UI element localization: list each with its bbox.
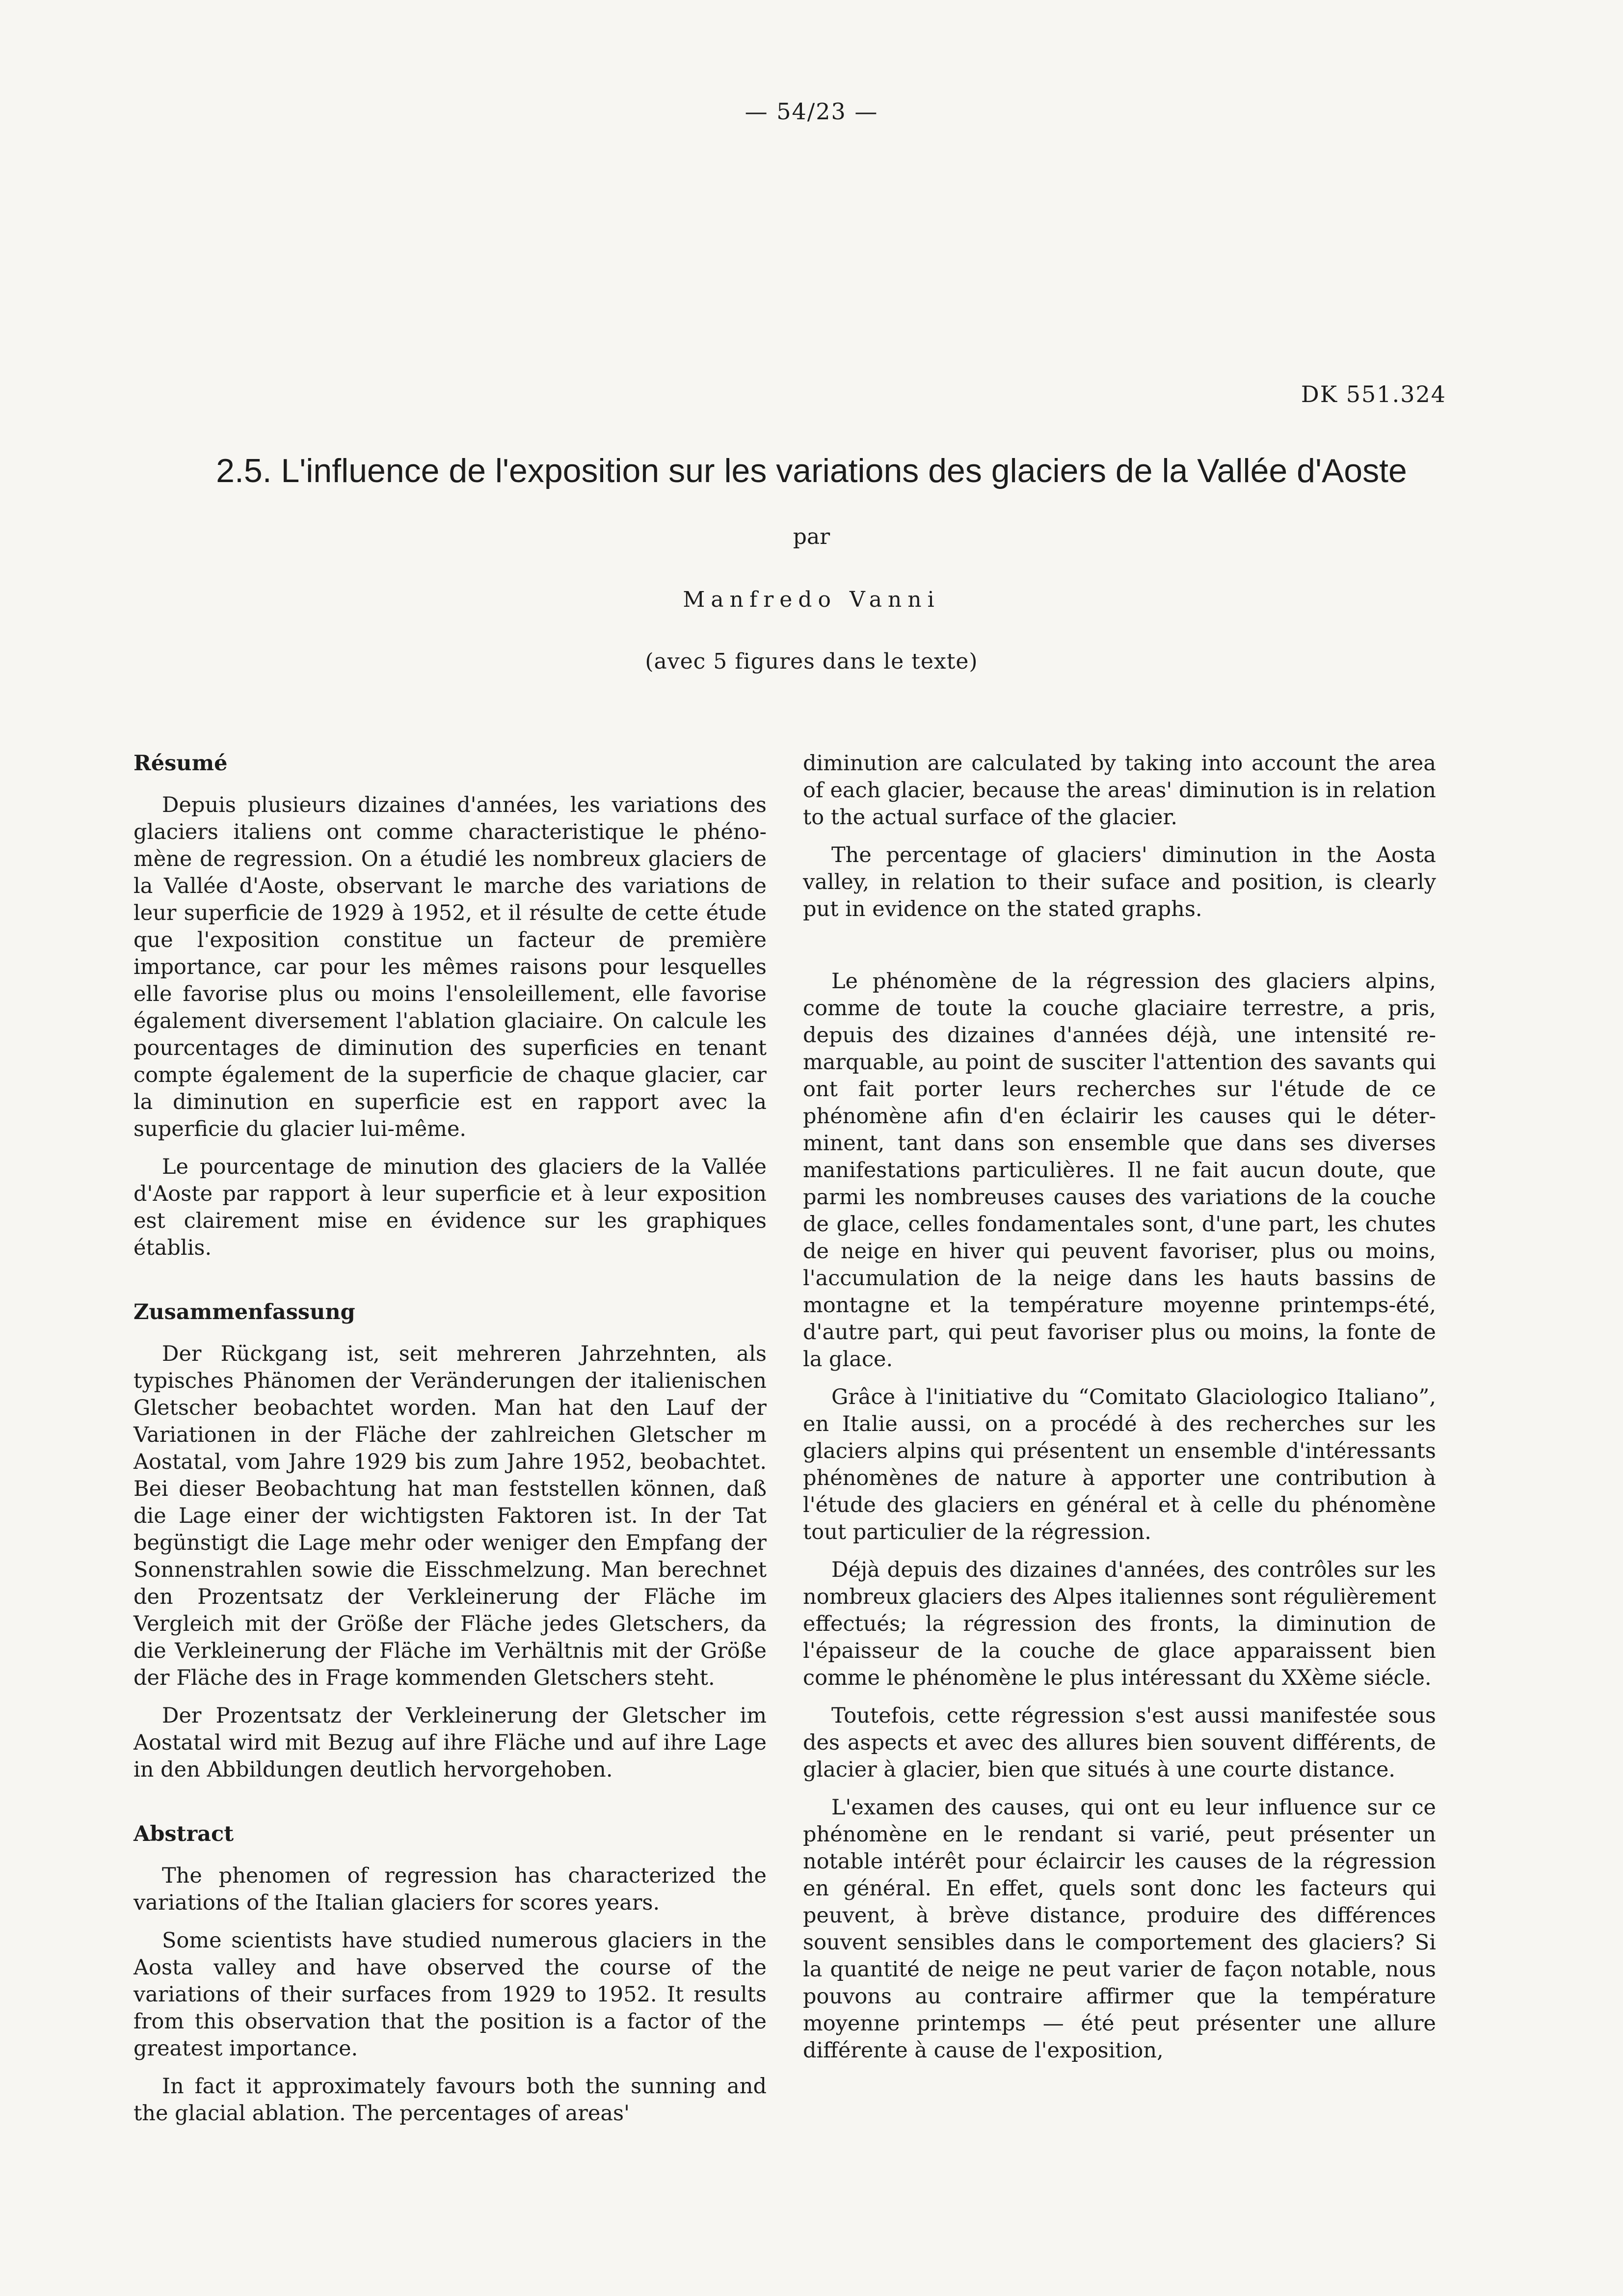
abstract-heading: Abstract — [133, 1822, 234, 1846]
left-column — [133, 750, 767, 2138]
resume-paragraph: Depuis plusieurs dizaines d'années, les variations des glaciers italiens ont comme characteristique le phénomène de regression. On a étudié les nombreux glaciers de la Vallée d'Aoste, observant le marche des variations de leur superficie de 1929 à 1952, et il résulte de cette étude que l'exposition constitue un facteur de première importance, car pour les mêmes raisons pour lesquelles elle favorise plus ou moins l'ensoleillement, elle favorise également diversement l'ablation glaciaire. On calcule les pourcentages de diminution des superficies en tenant compte également de la superficie de chaque glacier, car la diminution en superficie est en rapport avec la superficie du glacier lui-même. — [133, 793, 767, 1141]
zusammenfassung-heading: Zusammenfassung — [133, 1300, 355, 1324]
abstract-paragraph: The phenomen of regression has characterized the variations of the Italian glaciers for scores years. — [133, 1864, 767, 1915]
abstract-continuation: diminution are calculated by taking into account the area of each glacier, because the areas' diminution is in relation to the actual surface of the glacier. — [803, 751, 1436, 830]
resume-heading: Résumé — [133, 751, 228, 776]
abstract-paragraph: In fact it approximately favours both the sunning and the glacial ablation. The percentages of areas' — [133, 2074, 767, 2126]
right-column — [803, 750, 1436, 2075]
page-number: — 54/23 — — [745, 98, 878, 125]
article-title: 2.5. L'influence de l'exposition sur les variations des glaciers de la Vallée d'Aoste — [216, 452, 1407, 489]
resume-paragraph: Le pourcentage de minution des glaciers de la Vallée d'Aoste par rapport à leur superficie et à leur exposition est clairement mise en évidence sur les graphiques établis. — [133, 1155, 767, 1260]
body-paragraph: L'examen des causes, qui ont eu leur influence sur ce phénomène en le rendant si varié, peut présenter un notable intérêt pour éclaircir les causes de la régression en général. En effet, quels sont donc les facteurs qui peuvent, à brève distance, produire des différences souvent sensibles dans le comportement des glaciers? Si la quantité de neige ne peut varier de façon notable, nous pouvons au contraire affirmer que la température moyenne printemps — été peut présenter une allure différente à cause de l'exposition, — [803, 1795, 1436, 2063]
abstract-paragraph: Some scientists have studied numerous glaciers in the Aosta valley and have observed the course of the variations of their surfaces from 1929 to 1952. It results from this observation that the position is a factor of the greatest importance. — [133, 1928, 767, 2061]
body-paragraph: Toutefois, cette régression s'est aussi manifestée sous des aspects et avec des allures bien souvent différents, de glacier à glacier, bien que situés à une courte distance. — [803, 1703, 1436, 1782]
figures-note: (avec 5 figures dans le texte) — [645, 649, 978, 674]
abstract-paragraph: The percentage of glaciers' diminution in the Aosta valley, in relation to their suface and position, is clearly put in evidence on the stated graphs. — [803, 843, 1436, 921]
author-name: Manfredo Vanni — [683, 587, 940, 612]
zusammenfassung-paragraph: Der Prozentsatz der Verkleinerung der Gletscher im Aostatal wird mit Bezug auf ihre Fläche und auf ihre Lage in den Abbildungen deutlich hervorgehoben. — [133, 1703, 767, 1782]
zusammenfassung-paragraph: Der Rückgang ist, seit mehreren Jahrzehnten, als typisches Phänomen der Veränderungen der italienischen Gletscher beobachtet worden. Man hat den Lauf der Variationen in der Fläche der zahlreichen Gletscher m Aostatal, vom Jahre 1929 bis zum Jahre 1952, beobachtet. Bei dieser Beobachtung hat man feststellen können, daß die Lage einer der wichtigsten Faktoren ist. In der Tat begünstigt die Lage mehr oder weniger den Empfang der Sonnenstrahlen sowie die Eisschmelzung. Man berechnet den Prozentsatz der Verkleinerung der Fläche im Vergleich mit der Größe der Fläche jedes Gletschers, da die Verkleinerung der Fläche im Verhältnis mit der Größe der Fläche des in Frage kommenden Gletschers steht. — [133, 1342, 767, 1690]
byline-par: par — [793, 524, 830, 549]
body-paragraph: Déjà depuis des dizaines d'années, des contrôles sur les nombreux glaciers des Alpes italiennes sont régulièrement effectués; la régression des fronts, la diminution de l'épaisseur de la couche de glace apparaissent bien comme le phénomène le plus intéressant du XXème siécle. — [803, 1558, 1436, 1690]
body-paragraph: Grâce à l'initiative du “Comitato Glaciologico Italiano”, en Italie aussi, on a procédé à des recherches sur les glaciers alpins qui présentent un ensemble d'intéressants phénomènes de nature à apporter une contribution à l'étude des glaciers en général et à celle du phénomène tout particulier de la régression. — [803, 1385, 1436, 1544]
body-paragraph: Le phénomène de la régression des glaciers alpins, comme de toute la couche glaciaire terrestre, a pris, depuis des dizaines d'années déjà, une intensité remarquable, au point de susciter l'attention des savants qui ont fait porter leurs recherches sur l'étude de ce phénomène afin d'en éclairir les causes qui le déterminent, tant dans son ensemble que dans ses diverses manifestations particulières. Il ne fait aucun doute, que parmi les nombreuses causes des variations de la couche de glace, celles fondamentales sont, d'une part, les chutes de neige en hiver qui peuvent favoriser, plus ou moins, l'accumulation de la neige dans les hauts bassins de montagne et la température moyenne printemps-été, d'autre part, qui peut favoriser plus ou moins, la fonte de la glace. — [803, 969, 1436, 1372]
classification-code: DK 551.324 — [1301, 381, 1446, 407]
